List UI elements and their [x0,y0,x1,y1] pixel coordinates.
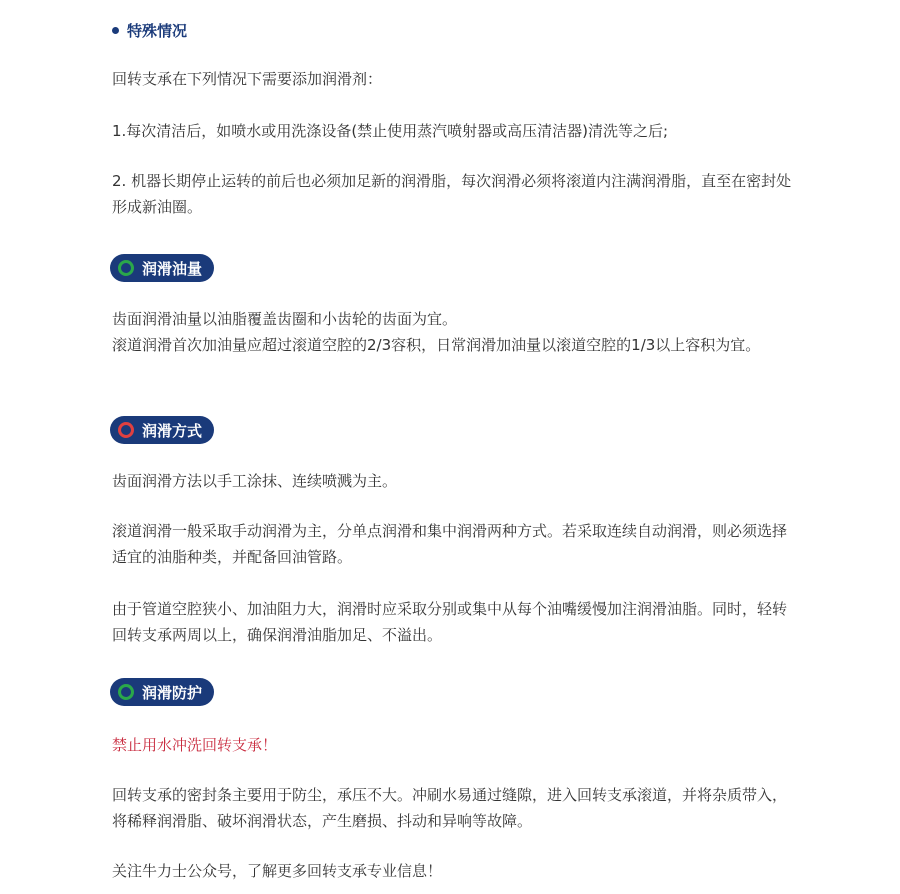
protection-warning: 禁止用水冲洗回转支承！ [112,736,278,754]
method-para-3: 由于管道空腔狭小、加油阻力大，润滑时应采取分别或集中从每个油嘴缓慢加注润滑油脂。同时，轻转回转支承两周以上，确保润滑油脂加足、不溢出。 [112,600,788,644]
special-intro: 回转支承在下列情况下需要添加润滑剂： [112,70,383,88]
amount-heading-text: 润滑油量 [142,259,203,278]
special-item-2: 2. 机器长期停止运转的前后也必须加足新的润滑脂，每次润滑必须将滚道内注满润滑脂，直至在密封处形成新油圈。 [112,172,792,216]
special-item-1: 1.每次清洁后，如喷水或用洗涤设备(禁止使用蒸汽喷射器或高压清洁器)清洗等之后; [112,122,669,140]
amount-line-2: 滚道润滑首次加油量应超过滚道空腔的2/3容积，日常润滑加油量以滚道空腔的1/3以上容积为宜。 [112,336,761,354]
green-ring-icon [118,684,134,700]
protection-para-2: 关注牛力士公众号，了解更多回转支承专业信息！ [112,862,443,880]
special-heading-text: 特殊情况 [127,22,188,40]
red-ring-icon [118,422,134,438]
protection-para-1: 回转支承的密封条主要用于防尘，承压不大。冲刷水易通过缝隙，进入回转支承滚道，并将杂质带入，将稀释润滑脂、破坏润滑状态，产生磨损、抖动和异响等故障。 [112,786,788,830]
bullet-dot-icon [112,27,119,34]
amount-line-1: 齿面润滑油量以油脂覆盖齿圈和小齿轮的齿面为宜。 [112,310,458,328]
method-heading-text: 润滑方式 [142,421,203,440]
method-para-2: 滚道润滑一般采取手动润滑为主，分单点润滑和集中润滑两种方式。若采取连续自动润滑，则必须选择适宜的油脂种类，并配备回油管路。 [112,522,788,566]
section-pill-protection [110,678,214,706]
method-para-1: 齿面润滑方法以手工涂抹、连续喷溅为主。 [112,472,398,490]
section-heading-special [112,20,187,41]
section-pill-amount [110,254,214,282]
protection-heading-text: 润滑防护 [142,683,203,702]
section-pill-method [110,416,214,444]
green-ring-icon [118,260,134,276]
